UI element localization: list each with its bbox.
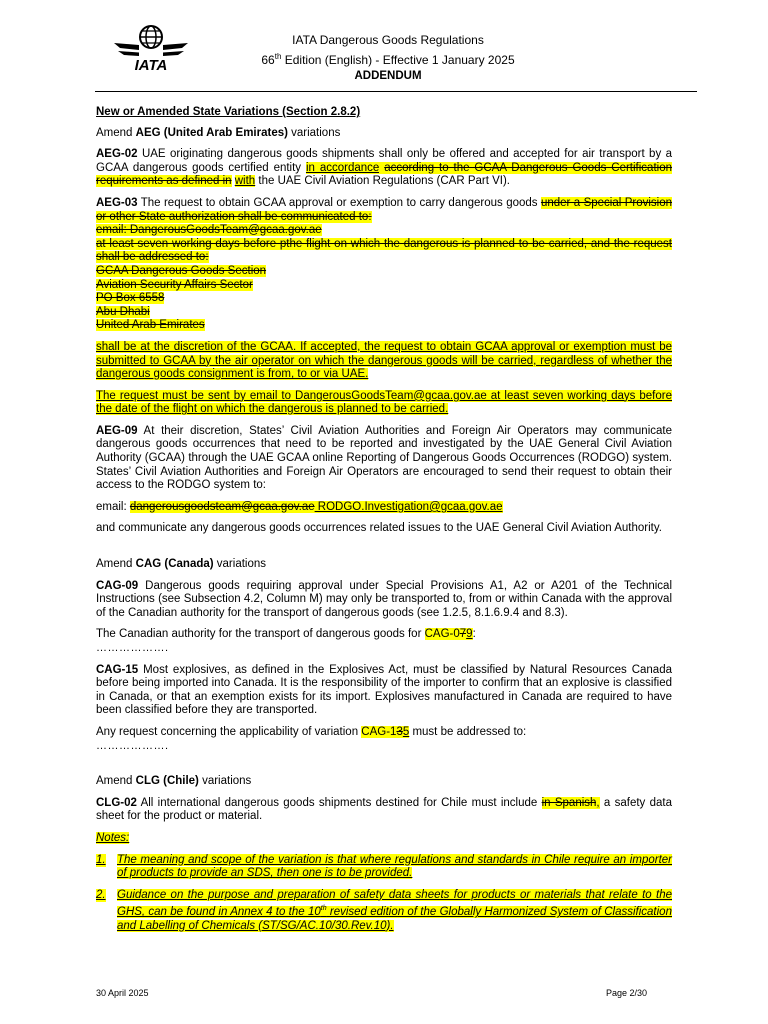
aeg-03-deleted-email: email: DangerousGoodsTeam@gcaa.gov.ae [96,224,322,237]
clg-notes-list [96,854,672,934]
footer-date: 30 April 2025 [96,988,149,998]
aeg-03-paragraph: AEG-03 The request to obtain GCAA approval or exemption to carry dangerous goods under a Special Provision or other State authorization shall be communicated to: [96,196,672,223]
aeg-03-address-line-1: GCAA Dangerous Goods Section [96,264,267,277]
aeg-03-address-line-4: Abu Dhabi [96,305,150,318]
aeg-09-paragraph: AEG-09 At their discretion, States’ Civil Aviation Authorities and Foreign Air Operators may communicate dangerous goods occurrences that need to be reported and investigated by the UAE General Civil Aviation Authority (GCAA) through the UAE GCAA online Reporting of Dangerous Goods Occurrences (RODGO) system. States’ Civil Aviation Authorities and Foreign Air Operators are encouraged to send their request to obtain their access to the RODGO system to: [96,424,672,492]
aeg-03-inserted-paragraph-2: The request must be sent by email to DangerousGoodsTeam@gcaa.gov.ae at least seven working days before the date of the flight on which the dangerous is planned to be carried. [96,389,672,416]
iata-logo [112,24,190,74]
clg-02-paragraph: CLG-02 All international dangerous goods shipments destined for Chile must include in Spanish, a safety data sheet for the product or material. [96,796,672,823]
spacer [96,544,672,558]
header-divider [95,91,697,92]
iata-globe-logo-icon [112,24,190,74]
aeg-03-deleted-days: at least seven working days before pthe flight on which the dangerous is planned to be carried, and the request shall be addressed to: [96,237,672,264]
cag-request-line: Any request concerning the applicability of variation CAG-135 must be addressed to: [96,725,527,738]
clg-notes-label: Notes: [96,831,130,844]
edition-line: 66th Edition (English) - Effective 1 January 2025 [261,52,515,67]
cag-request-ellipsis: ………………. [96,739,169,752]
aeg-03-inserted-paragraph: shall be at the discretion of the GCAA. If accepted, the request to obtain GCAA approval or exemption must be submitted to GCAA by the air operator on which the dangerous goods will be carried, regardless of whether the dangerous goods consignment is from, to or via UAE. [96,340,672,381]
svg-text:IATA: IATA [134,57,168,74]
aeg-09-closing: and communicate any dangerous goods occurrences related issues to the UAE General Civil Aviation Authority. [96,522,662,535]
cag-15-paragraph: CAG-15 Most explosives, as defined in the Explosives Act, must be classified by Natural Resources Canada before being imported into Canada. It is the responsibility of the importer to confirm that an explosive is classified in Canada, or that an exemption exists for its import. Explosives manufactured in Canada are required to have been classified before they are transported. [96,663,672,717]
amend-aeg-heading: Amend AEG (United Arab Emirates) variations [96,126,341,139]
clg-note-1: 1. The meaning and scope of the variation is that where regulations and standards in Chile require an importer of products to provide an SDS, then one is to be provided. [96,853,672,880]
aeg-03-address-line-3: PO Box 6558 [96,292,165,305]
clg-note-2: 2. Guidance on the purpose and preparation of safety data sheets for products or materials that relate to the GHS, can be found in Annex 4 to the 10th revised edition of the Globally Harmonized System of Classification and Labelling of Chemicals (ST/SG/AC.10/30.Rev.10). [96,888,672,932]
aeg-02-paragraph: AEG-02 UAE originating dangerous goods shipments shall only be offered and accepted for air transport by a GCAA dangerous goods certified entity in accordance according to the GCAA Dangerous Goods Certification requirements as defined in with the UAE Civil Aviation Regulations (CAR Part VI). [96,148,672,188]
amend-cag-heading: Amend CAG (Canada) variations [96,558,267,571]
aeg-03-block [96,197,672,333]
addendum-label: ADDENDUM [354,70,422,82]
cag-09-paragraph: CAG-09 Dangerous goods requiring approval under Special Provisions A1, A2 or A201 of the Technical Instructions (see Subsection 4.2, Column M) may only be transported to, from or within Canada with the approval of the Canadian authority for the transport of dangerous goods (see 1.2.5, 8.1.6.9.4 and 8.3). [96,579,672,619]
document-title: IATA Dangerous Goods Regulations [292,33,484,47]
footer-page-number: Page 2/30 [606,988,648,998]
aeg-03-address-line-5: United Arab Emirates [96,319,205,332]
spacer [96,761,672,775]
document-body [96,106,672,941]
cag-authority-ellipsis: ………………. [96,642,169,654]
cag-authority-line: The Canadian authority for the transport of dangerous goods for CAG-079: [96,628,476,641]
amend-clg-heading: Amend CLG (Chile) variations [96,775,252,788]
aeg-03-address-line-2: Aviation Security Affairs Sector [96,278,253,291]
aeg-09-email-line: email: dangerousgoodsteam@gcaa.gov.ae RODGO.Investigation@gcaa.gov.ae [96,500,503,513]
section-title: New or Amended State Variations (Section 2.8.2) [96,106,361,118]
